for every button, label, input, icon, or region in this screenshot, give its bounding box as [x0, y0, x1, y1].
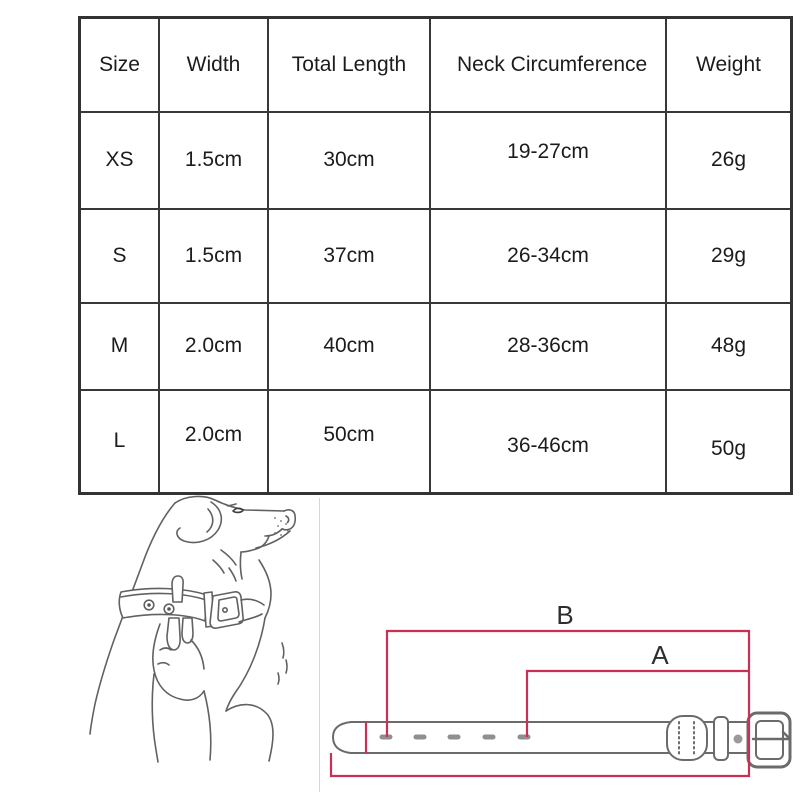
col-header-total-length — [268, 18, 430, 112]
label-a: A — [651, 640, 669, 670]
collar-measurement-diagram-icon — [315, 580, 800, 795]
cell-weight — [666, 390, 792, 494]
cell-weight — [666, 209, 792, 303]
cell-neck-circumference — [430, 209, 666, 303]
cell-width — [159, 112, 268, 209]
cell-text: 40cm — [323, 334, 375, 357]
cell-text: 19-27cm — [507, 140, 589, 163]
cell-text: 37cm — [323, 243, 375, 267]
row-m — [80, 303, 792, 390]
col-header-size — [80, 18, 160, 112]
cell-text: 28-36cm — [507, 334, 589, 357]
cell-width — [159, 303, 268, 390]
cell-text: 29g — [710, 243, 747, 267]
cell-text: 48g — [710, 334, 747, 357]
cell-neck-circumference — [430, 112, 666, 209]
header-text: Width — [186, 52, 241, 76]
row-l — [80, 390, 792, 494]
cell-text: 50cm — [323, 423, 375, 447]
cell-text: XS — [105, 148, 134, 171]
cell-size — [80, 303, 160, 390]
cell-width — [159, 209, 268, 303]
dog-collar-sketch — [119, 588, 207, 621]
cell-text: 26g — [710, 148, 747, 171]
cell-total-length — [268, 303, 430, 390]
cell-text: S — [112, 243, 127, 267]
col-header-width — [159, 18, 268, 112]
cell-width — [159, 390, 268, 494]
cell-text: 2.0cm — [184, 423, 243, 447]
cell-total-length — [268, 390, 430, 494]
strap-holes — [380, 735, 531, 740]
cell-text: 30cm — [323, 148, 375, 171]
cell-text: L — [113, 429, 126, 453]
cell-total-length — [268, 112, 430, 209]
row-s — [80, 209, 792, 303]
collar-keeper-loop — [667, 716, 728, 760]
cell-text: 36-46cm — [507, 434, 589, 458]
row-xs — [80, 112, 792, 209]
cell-weight — [666, 303, 792, 390]
cell-neck-circumference — [430, 390, 666, 494]
header-text: Weight — [696, 52, 761, 76]
table-header-row — [80, 18, 792, 112]
cell-text: M — [110, 334, 129, 357]
size-table — [78, 16, 793, 495]
cell-text: 1.5cm — [184, 243, 243, 267]
dog-collar-fit-illustration-icon — [63, 488, 319, 800]
cell-text: 2.0cm — [184, 334, 243, 357]
cell-size — [80, 390, 160, 494]
cell-text: 26-34cm — [507, 243, 589, 267]
label-b: B — [556, 600, 574, 630]
cell-size — [80, 112, 160, 209]
cell-text: 1.5cm — [184, 148, 243, 171]
col-header-neck-circumference: Neck Circumference — [430, 18, 666, 112]
cell-total-length — [268, 209, 430, 303]
cell-size — [80, 209, 160, 303]
header-text: Total Length — [291, 52, 407, 76]
cell-text: 50g — [710, 437, 747, 461]
header-text: Size — [99, 52, 140, 76]
cell-weight — [666, 112, 792, 209]
cell-neck-circumference — [430, 303, 666, 390]
col-header-weight — [666, 18, 792, 112]
